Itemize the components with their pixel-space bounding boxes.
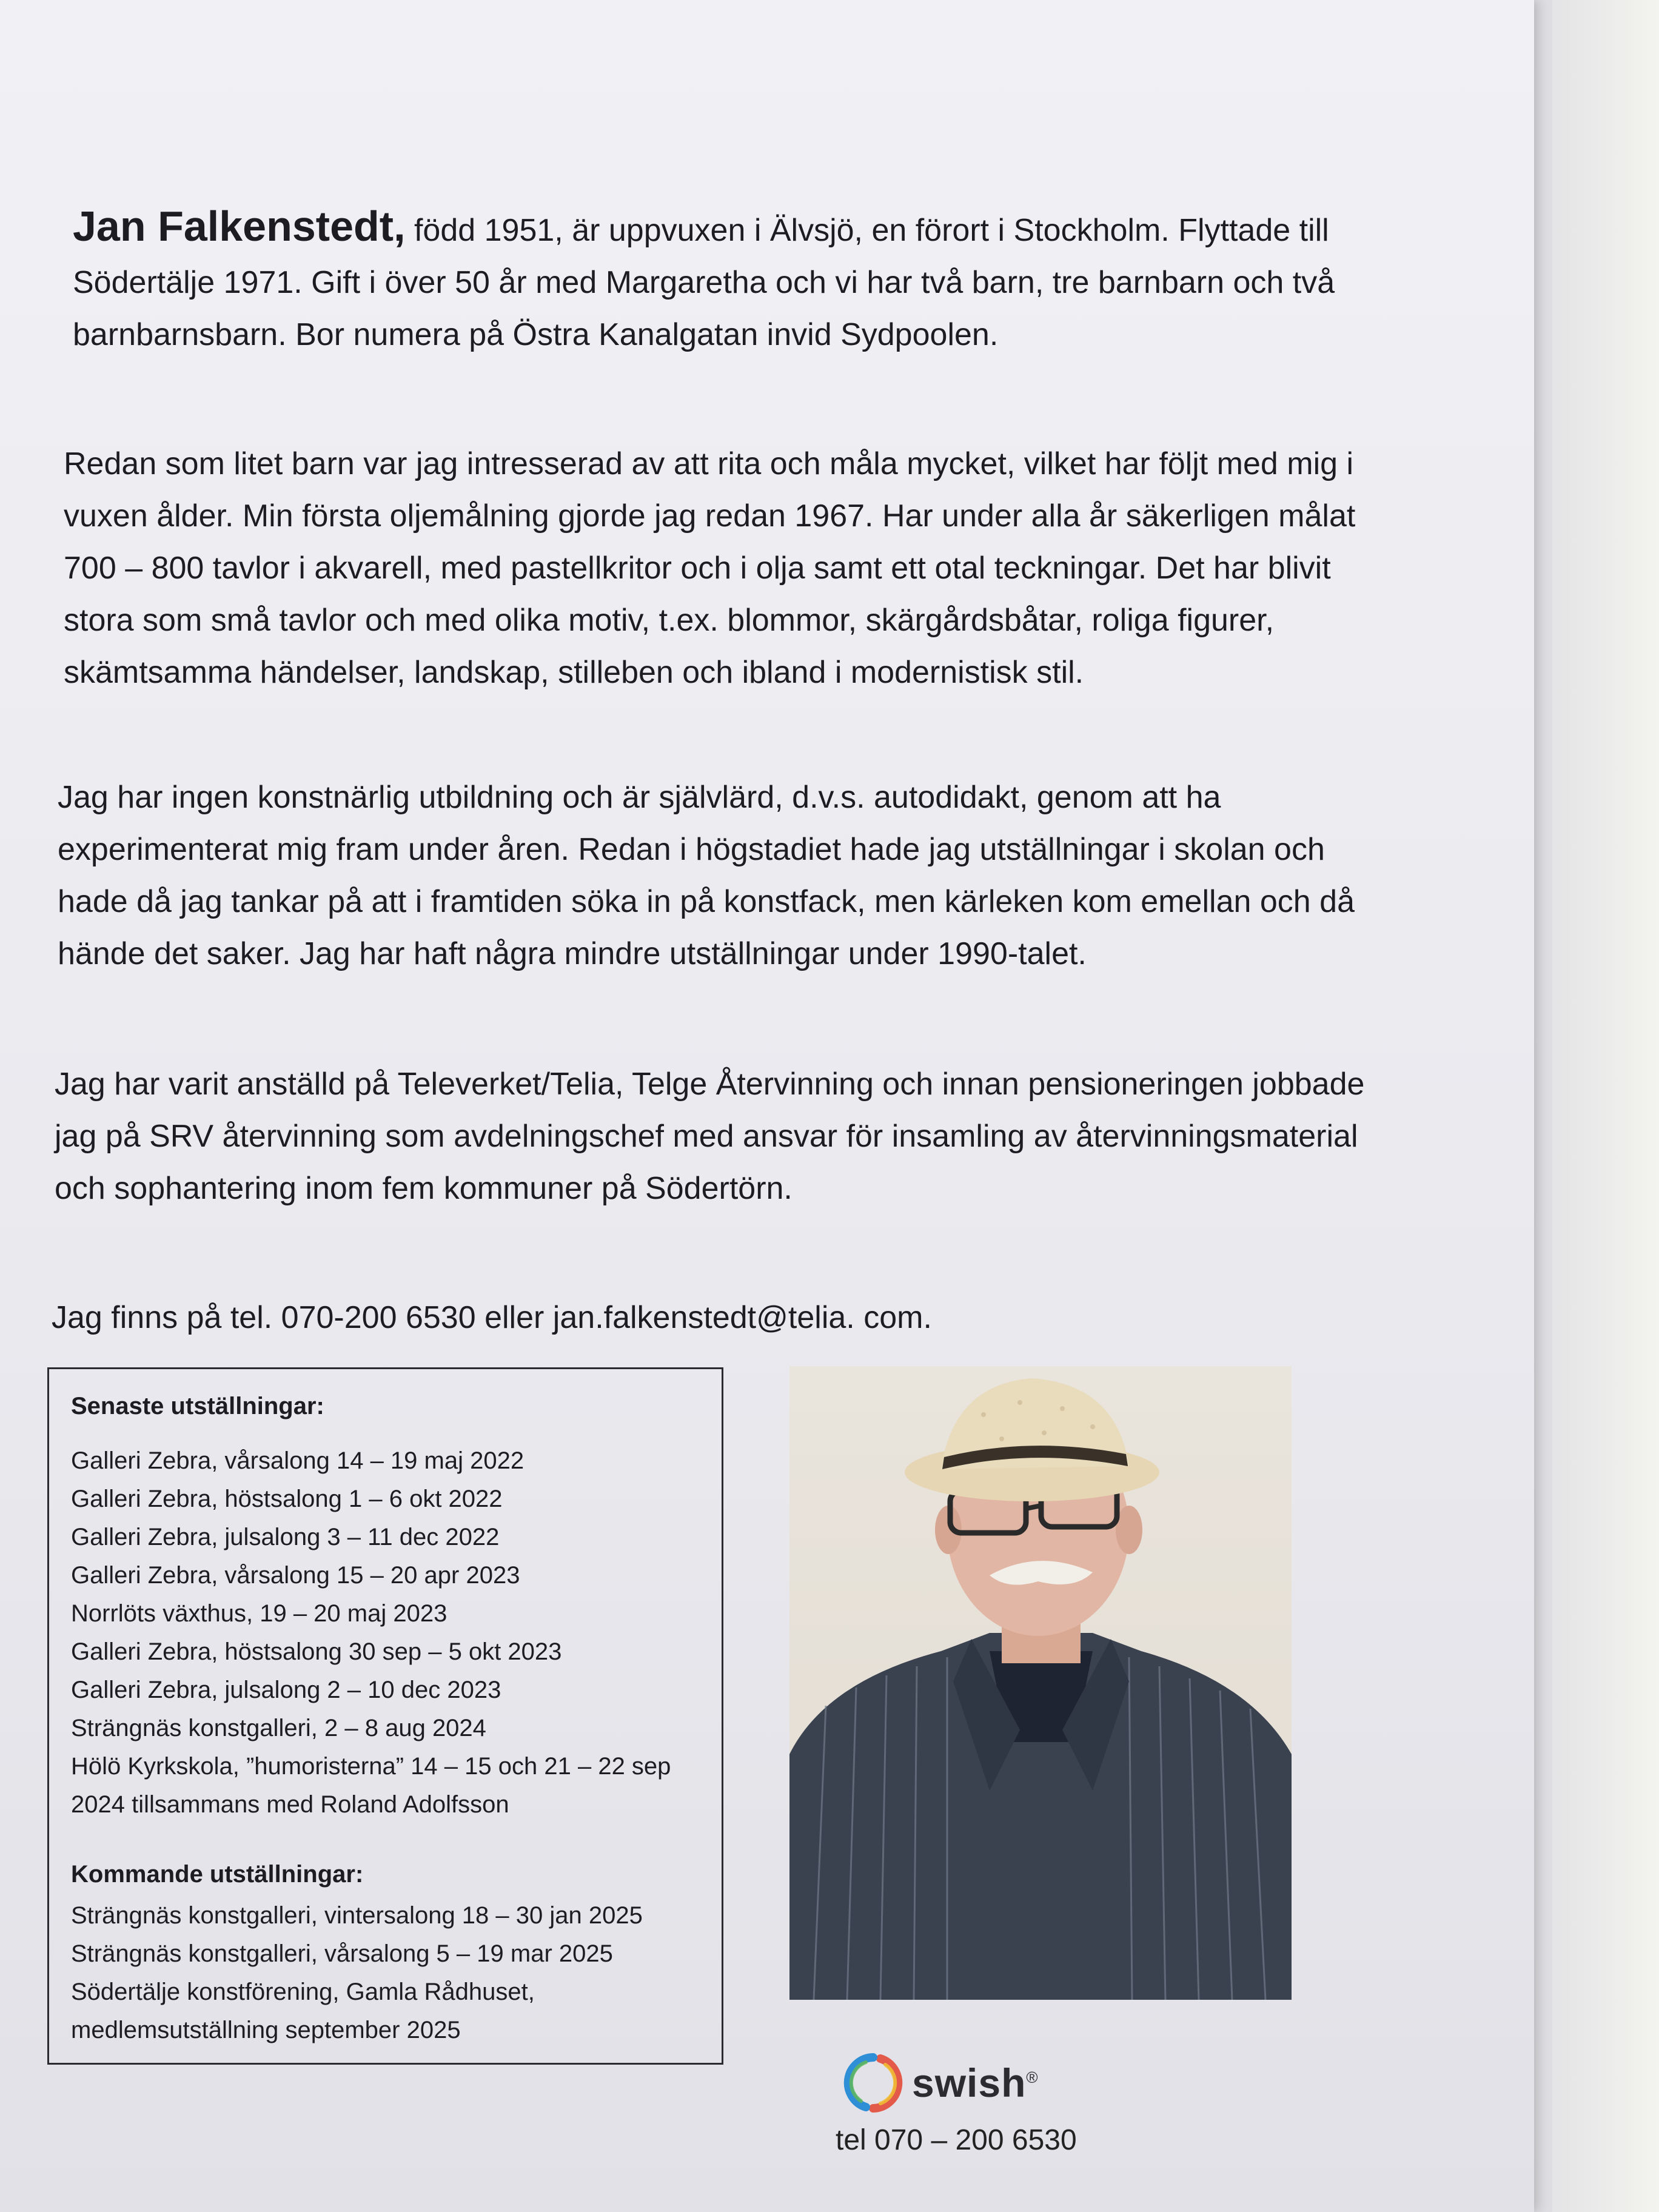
- exhibition-item: Galleri Zebra, höstsalong 30 sep – 5 okt 2023: [71, 1638, 562, 1665]
- exhibitions-box: [47, 1367, 723, 2065]
- bio-intro-text: född 1951, är uppvuxen i Älvsjö, en förort i Stockholm. Flyttade till Södertälje 1971. Gift i över 50 år med Margaretha och vi har två barn, tre barnbarn och två barnbarnsbarn. Bor numera på Östra Kanalgatan invid Sydpoolen.: [73, 213, 1335, 352]
- exhibition-item: Strängnäs konstgalleri, 2 – 8 aug 2024: [71, 1715, 486, 1741]
- bio-paragraph-education: Jag har ingen konstnärlig utbildning och är självlärd, d.v.s. autodidakt, genom att ha experimenterat mig fram under åren. Redan i högstadiet hade jag utställningar i skolan och hade då jag tankar på att i framtiden söka in på konstfack, men kärleken kom emellan och då hände det saker. Jag har haft några mindre utställningar under 1990-talet.: [58, 780, 1355, 971]
- exhibition-item: Galleri Zebra, vårsalong 15 – 20 apr 2023: [71, 1562, 520, 1589]
- swish-wordmark: swish®: [912, 2060, 1039, 2105]
- swish-logo-icon: [843, 2053, 903, 2113]
- exhibition-item: Norrlöts växthus, 19 – 20 maj 2023: [71, 1600, 447, 1627]
- swish-phone-number: tel 070 – 200 6530: [836, 2124, 1077, 2156]
- exhibition-item: Galleri Zebra, julsalong 2 – 10 dec 2023: [71, 1677, 501, 1703]
- recent-exhibitions-heading: Senaste utställningar:: [71, 1393, 324, 1419]
- exhibition-item: Galleri Zebra, höstsalong 1 – 6 okt 2022: [71, 1486, 503, 1512]
- bio-paragraph-art: Redan som litet barn var jag intresserad av att rita och måla mycket, vilket har följt med mig i vuxen ålder. Min första oljemålning gjorde jag redan 1967. Har under alla år säkerligen målat 700 – 800 tavlor i akvarell, med pastellkritor och i olja samt ett otal teckningar. Det har blivit stora som små tavlor och med olika motiv, t.ex. blommor, skärgårdsbåtar, roliga figurer, skämtsamma händelser, landskap, stilleben och ibland i modernistisk stil.: [64, 446, 1356, 690]
- background-edge: [1552, 0, 1659, 2212]
- recent-exhibitions-list: [71, 1442, 722, 1824]
- contact-line: Jag finns på tel. 070-200 6530 eller jan.falkenstedt@telia. com.: [52, 1300, 932, 1335]
- swish-payment: [843, 2053, 1039, 2113]
- exhibition-item: Galleri Zebra, julsalong 3 – 11 dec 2022: [71, 1524, 500, 1550]
- exhibition-item: Strängnäs konstgalleri, vintersalong 18 – 30 jan 2025: [71, 1902, 643, 1929]
- upcoming-exhibitions-heading: Kommande utställningar:: [71, 1861, 364, 1888]
- registered-mark: ®: [1026, 2068, 1039, 2086]
- exhibition-item: Södertälje konstförening, Gamla Rådhuset, medlemsutställning september 2025: [71, 1979, 535, 2043]
- exhibition-item: Galleri Zebra, vårsalong 14 – 19 maj 2022: [71, 1447, 525, 1474]
- artist-name: Jan Falkenstedt,: [73, 203, 406, 250]
- artist-portrait-photo: [789, 1366, 1292, 2000]
- bio-intro: [73, 200, 1407, 361]
- exhibition-item: Hölö Kyrkskola, ”humoristerna” 14 – 15 och 21 – 22 sep 2024 tillsammans med Roland Adolfsson: [71, 1753, 671, 1818]
- bio-paragraph-career: Jag har varit anställd på Televerket/Telia, Telge Återvinning och innan pensioneringen jobbade jag på SRV återvinning som avdelningschef med ansvar för insamling av återvinningsmaterial och sophantering inom fem kommuner på Södertörn.: [55, 1067, 1365, 1206]
- upcoming-exhibitions-list: [71, 1897, 722, 2049]
- exhibition-item: Strängnäs konstgalleri, vårsalong 5 – 19 mar 2025: [71, 1940, 613, 1967]
